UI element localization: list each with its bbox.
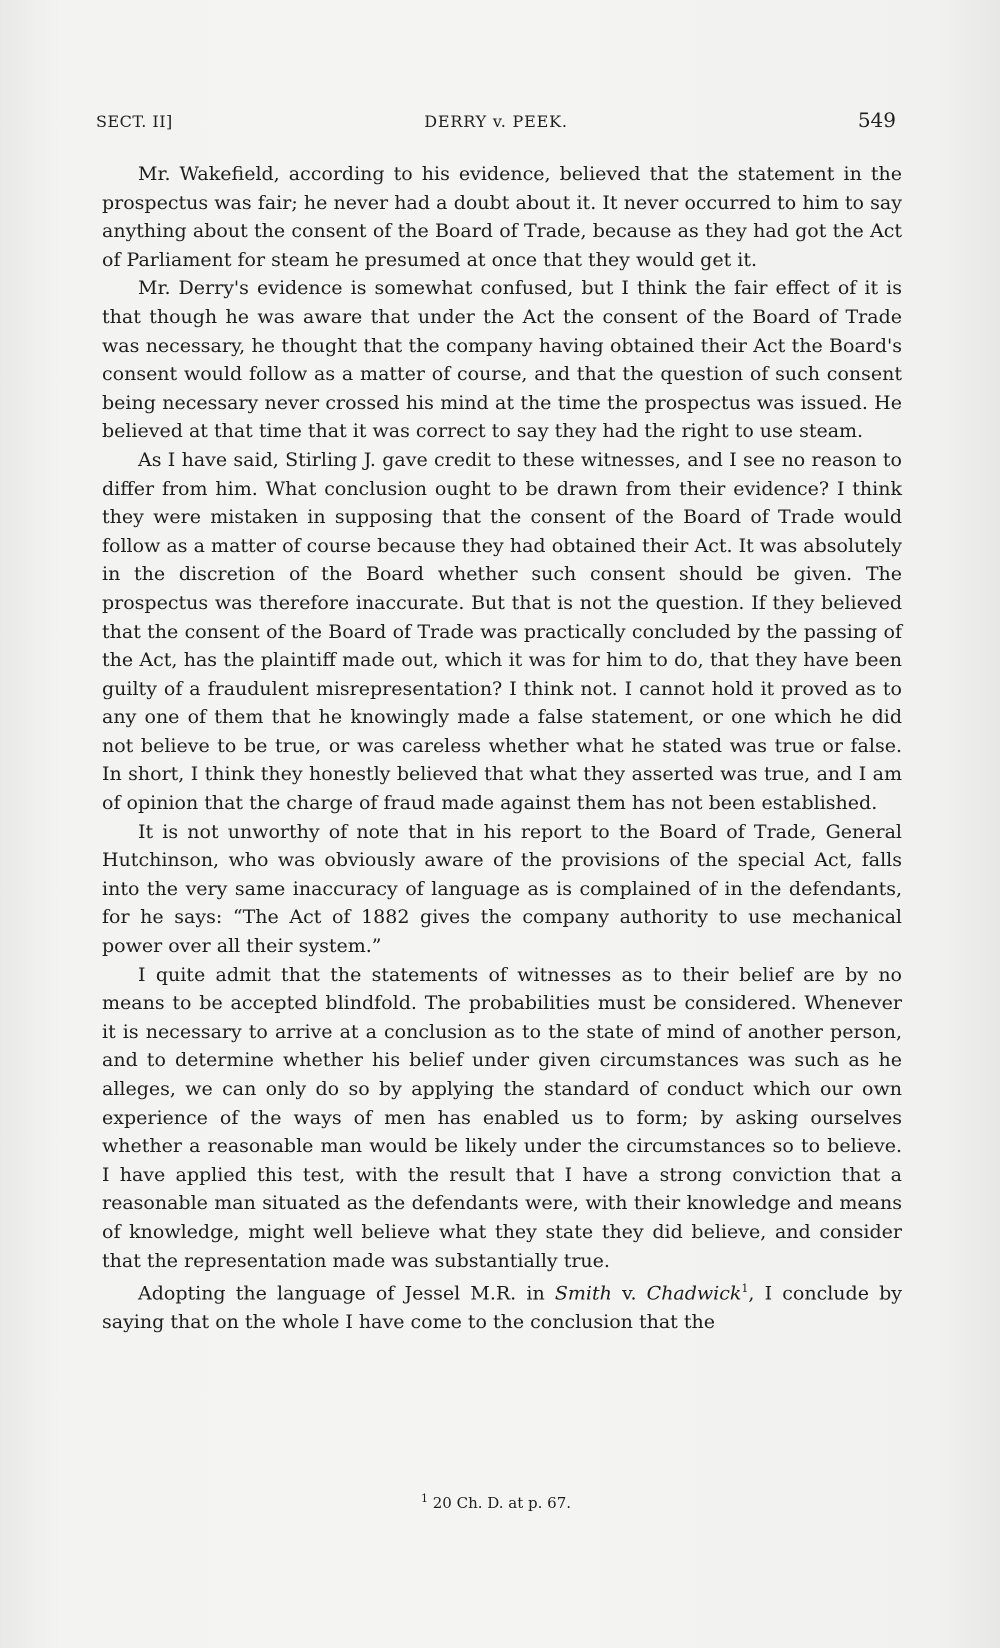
page-number: 549 [857,108,896,132]
paragraph-last [102,1275,902,1337]
footnote-text: 20 Ch. D. at p. 67. [432,1494,572,1512]
paragraph: It is not unworthy of note that in his report to the Board of Trade, General Hutchinson, who was obviously aware of the provisions of the special Act, falls into the very same inaccuracy of language as is complained of in the defendants, for he says: “The Act of 1882 gives the company authority to use mechanical power over all their system.” [102,820,902,958]
footnote [96,1492,896,1512]
paragraph: Mr. Derry's evidence is somewhat confused, but I think the fair effect of it is that though he was aware that under the Act the consent of the Board of Trade was necessary, he thought that the company having obtained their Act the Board's consent would follow as a matter of course, and that the question of such consent being necessary never crossed his mind at the time the prospectus was issued. He believed at that time that it was correct to say they had the right to use steam. [102,277,902,443]
paragraph-text: , I conclude by saying that on the whole I have come to the conclusion that the [102,1282,902,1334]
body-text [102,160,902,1337]
case-name-chadwick: Chadwick [646,1282,742,1305]
paragraph: As I have said, Stirling J. gave credit to these witnesses, and I see no reason to differ from him. What conclusion ought to be drawn from their evidence? I think they were mistaken in supposing that the consent of the Board of Trade would follow as a matter of course because they had obtained their Act. It was absolutely in the discretion of the Board whether such consent should be given. The prospectus was therefore inaccurate. But that is not the question. If they believed that the consent of the Board of Trade was practically concluded by the passing of the Act, has the plaintiff made out, which it was for him to do, that they have been guilty of a fraudulent misrepresentation? I think not. I cannot hold it proved as to any one of them that he knowingly made a false statement, or one which he did not believe to be true, or was careless whether what he stated was true or false. In short, I think they honestly believed that what they asserted was true, and I am of opinion that the charge of fraud made against them has not been established. [102,448,902,815]
paragraph: I quite admit that the statements of witnesses as to their belief are by no means to be accepted blindfold. The probabilities must be considered. Whenever it is necessary to arrive at a conclusion as to the state of mind of another person, and to determine whether his belief under given circumstances was such as he alleges, we can only do so by applying the standard of conduct which our own experience of the ways of men has enabled us to form; by asking ourselves whether a reasonable man would be likely under the circumstances so to believe. I have applied this test, with the result that I have a strong conviction that a reasonable man situated as the defendants were, with their knowledge and means of knowledge, might well believe what they state they did believe, and consider that the representation made was substantially true. [102,963,902,1272]
footnote-marker: 1 [741,1282,749,1296]
case-name-smith: Smith [554,1282,612,1305]
paragraph: Mr. Wakefield, according to his evidence, believed that the statement in the prospectus was fair; he never had a doubt about it. It never occurred to him to say anything about the consent of the Board of Trade, because as they had got the Act of Parliament for steam he presumed at once that they would get it. [102,163,902,271]
footnote-number: 1 [420,1492,428,1505]
versus: v. [611,1282,647,1305]
section-label: SECT. II] [96,112,173,131]
case-title: DERRY v. PEEK. [424,112,568,131]
running-header [96,104,896,136]
paragraph-text: Adopting the language of Jessel M.R. in [138,1282,555,1305]
